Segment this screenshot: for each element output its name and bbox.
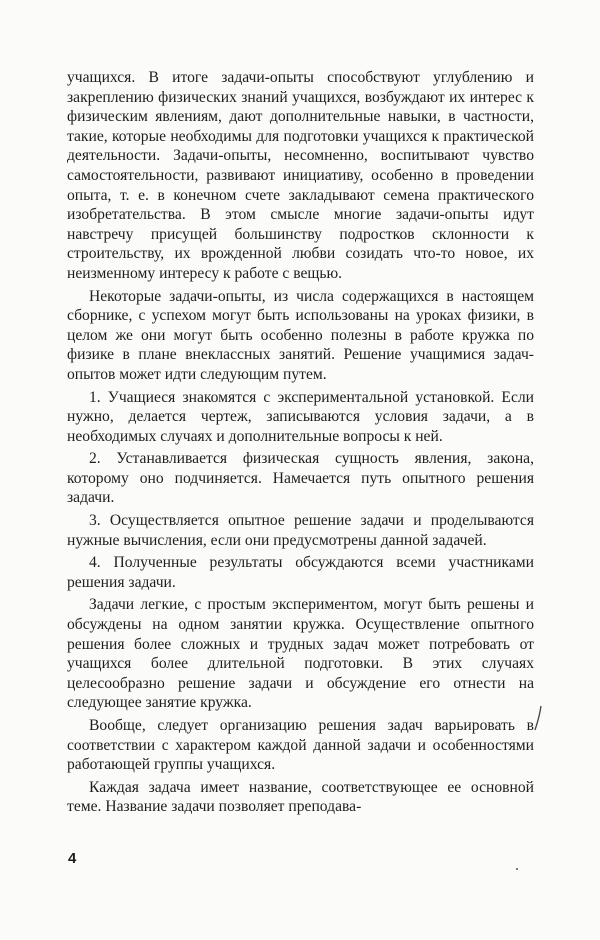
paragraph-3: Задачи легкие, с простым экспериментом, могут быть решены и обсуждены на одном занятии кружка. Осуществление опытного решения более сложных и трудных задач может потребовать от учащихся более длительной подготовки. В этих случаях целесообразно решение задачи и обсуждение его отнести на следующее занятие кружка. [67, 596, 534, 712]
paragraph-4: Вообще, следует организацию решения задач варьировать в соответствии с характером каждой данной задачи и особенностями работающей группы учащихся. [67, 717, 534, 774]
body-text [67, 68, 534, 820]
print-speck [516, 868, 518, 870]
list-item-2: 2. Устанавливается физическая сущность явления, закона, которому оно подчиняется. Намечается путь опытного решения задачи. [67, 450, 534, 507]
page-number: 4 [68, 850, 77, 867]
paragraph-1: учащихся. В итоге задачи-опыты способствуют углублению и закреплению физических знаний учащихся, возбуждают их интерес к физическим явлениям, дают дополнительные навыки, в частности, такие, которые необходимы для подготовки учащихся к практической деятельности. Задачи-опыты, несомненно, воспитывают чувство самостоятельности, развивают инициативу, особенно в проведении опыта, т. е. в конечном счете закладывают семена практического изобретательства. В этом смысле многие задачи-опыты идут навстречу присущей большинству подростков склонности к строительству, их врожденной любви созидать что-то новое, их неизменному интересу к работе с вещью. [67, 69, 534, 282]
paragraph-2: Некоторые задачи-опыты, из числа содержащихся в настоящем сборнике, с успехом могут быть использованы на уроках физики, в целом же они могут быть особенно полезны в работе кружка по физике в плане внеклассных занятий. Решение учащимися задач-опытов может идти следующим путем. [67, 287, 534, 383]
list-item-3: 3. Осуществляется опытное решение задачи и проделываются нужные вычисления, если они предусмотрены данной задачей. [67, 512, 534, 549]
list-item-1: 1. Учащиеся знакомятся с экспериментальной установкой. Если нужно, делается чертеж, записываются условия задачи, а в необходимых случаях и дополнительные вопросы к ней. [67, 388, 534, 445]
list-item-4: 4. Полученные результаты обсуждаются всеми участниками решения задачи. [67, 554, 534, 591]
paragraph-5: Каждая задача имеет название, соответствующее ее основной теме. Название задачи позволяет преподава- [67, 778, 534, 816]
pencil-mark-icon [532, 705, 544, 731]
